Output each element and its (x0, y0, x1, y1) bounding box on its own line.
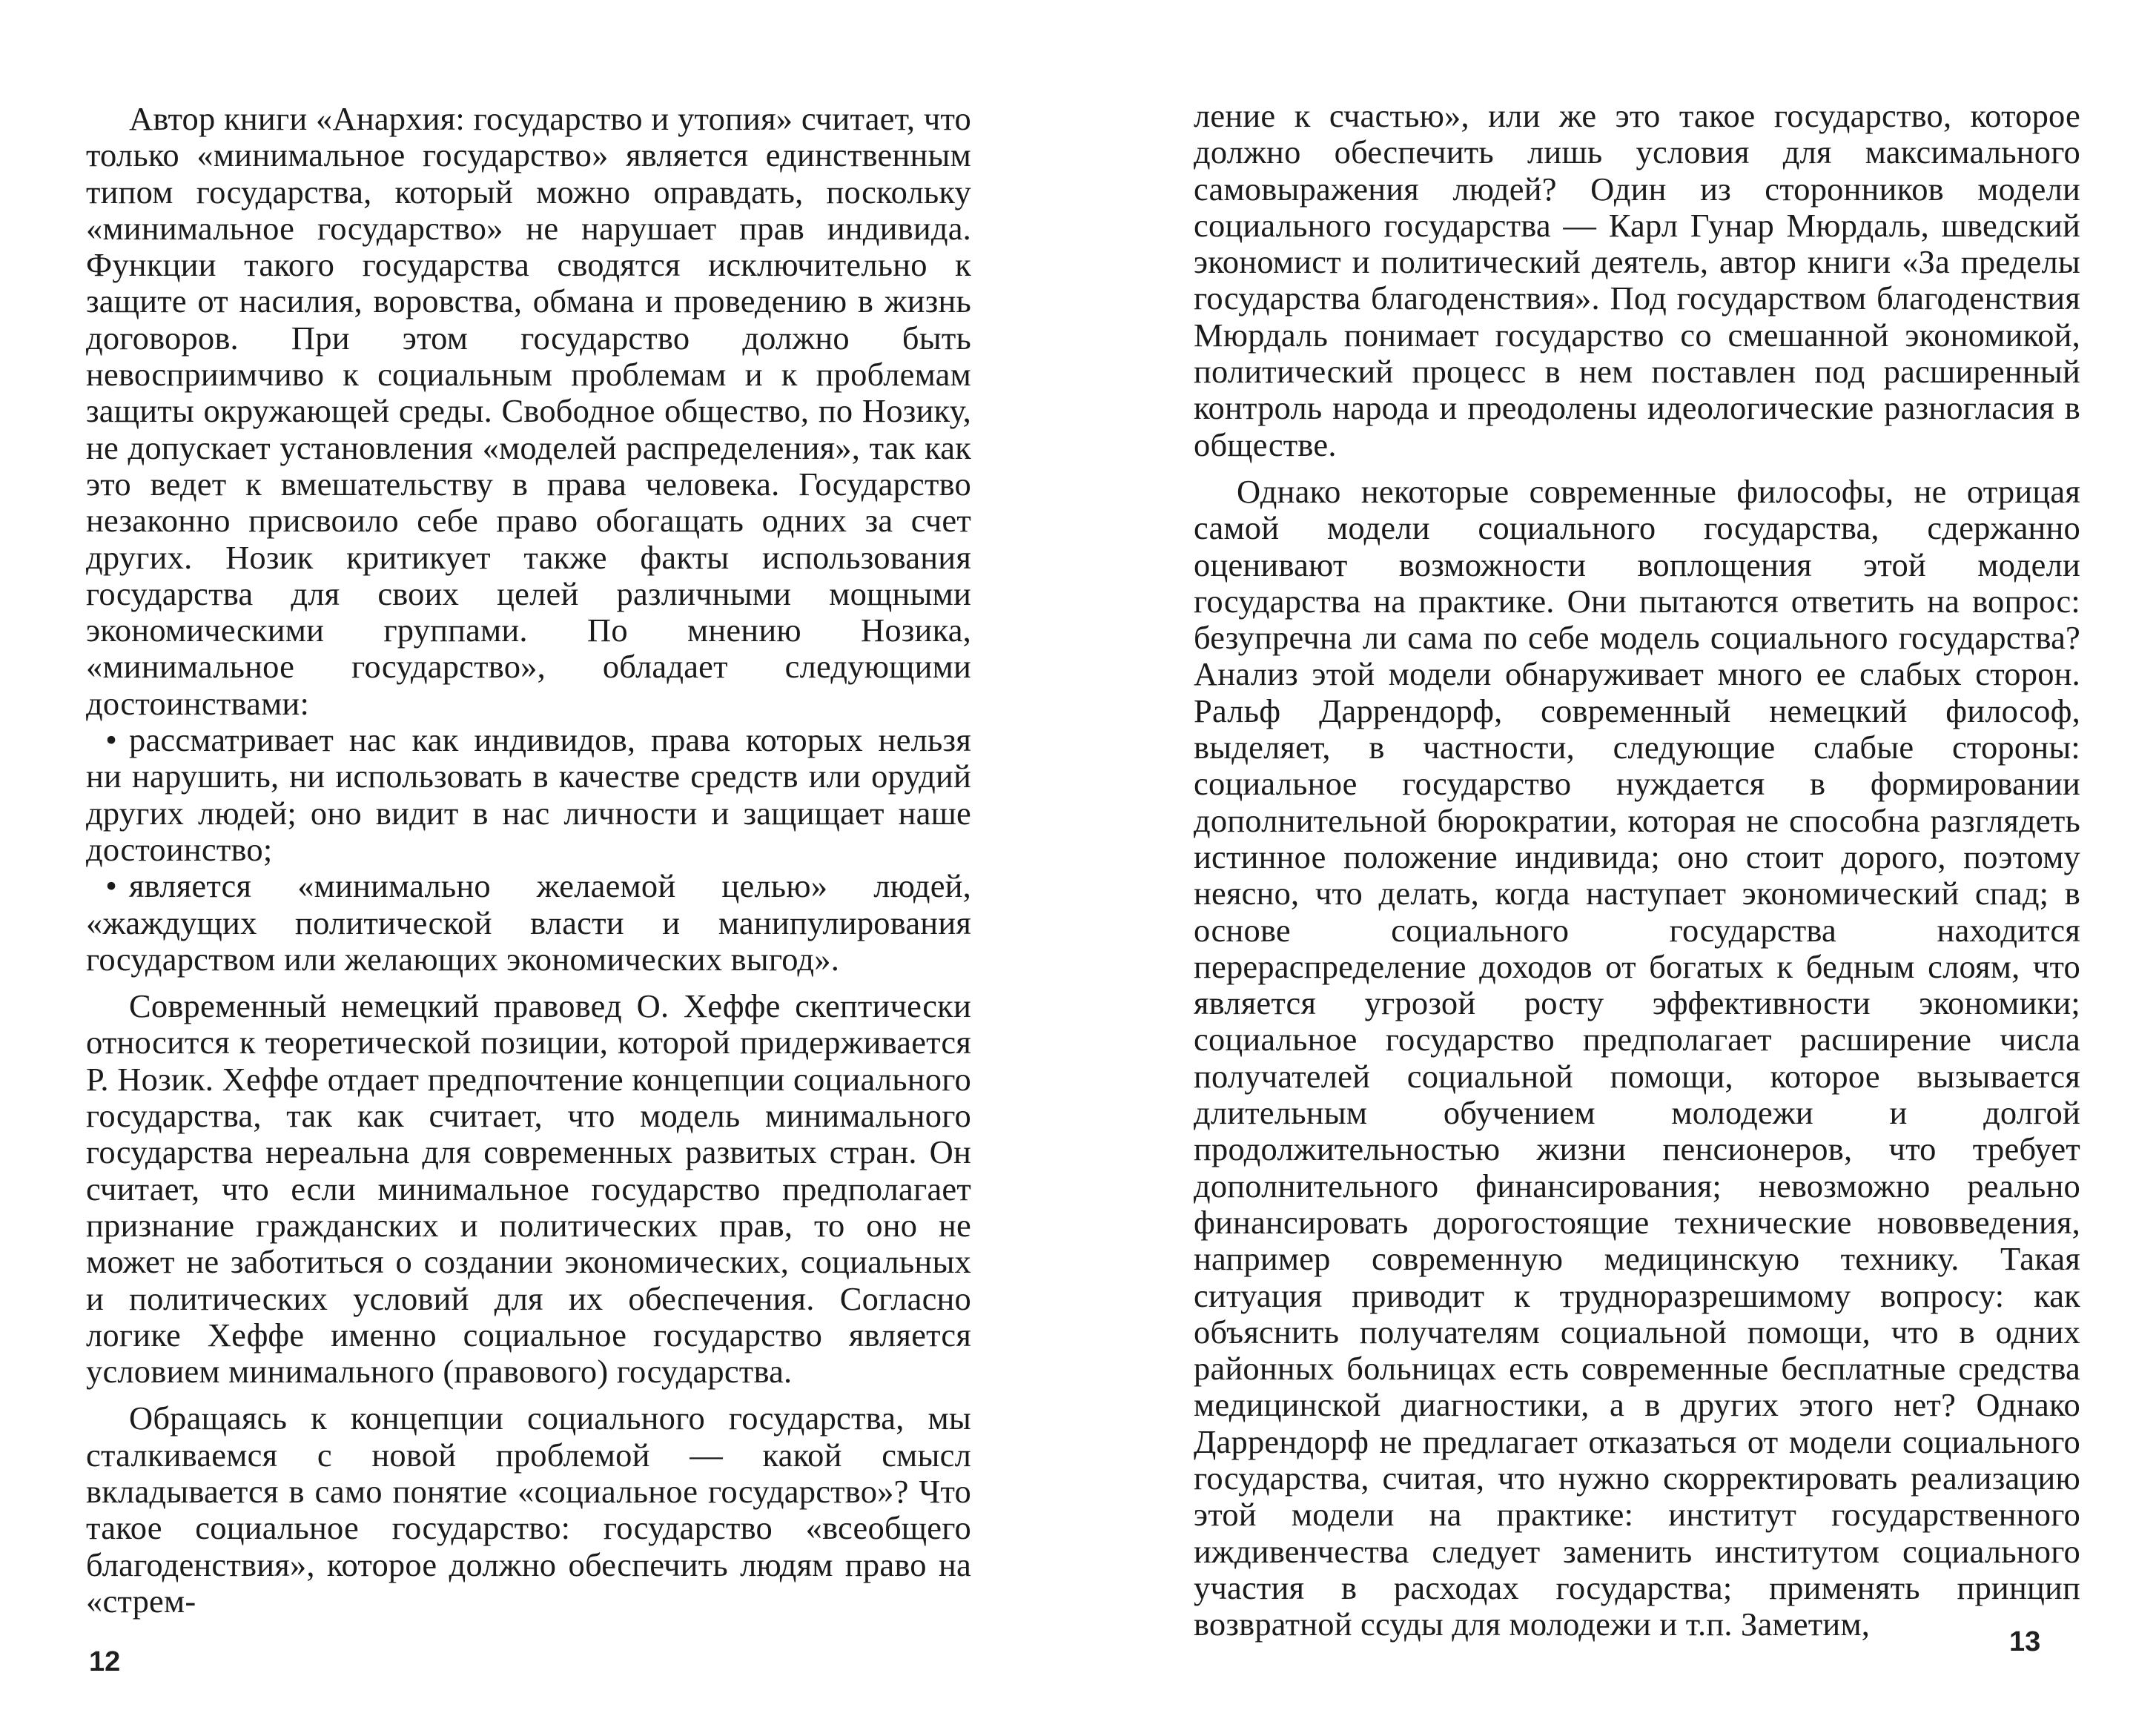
bullet-text-1: рассматривает нас как индивидов, права которых нельзя ни нарушить, ни использовать в качестве средств или орудий других людей; оно видит в нас личности и защищает наше достоинство; (86, 721, 971, 868)
paragraph-nozick-minimal-state: Автор книги «Анархия: государство и утопия» считает, что только «минимальное государство» является единственным типом государства, который можно оправдать, поскольку «минимальное государство» не нарушает прав индивида. Функции такого государства сводятся исключительно к защите от насилия, воровства, обмана и проведению в жизнь договоров. При этом государство должно быть невосприимчиво к социальным проблемам и к проблемам защиты окружающей среды. Свободное общество, по Нозику, не допускает установления «моделей распределения», так как это ведет к вмешательству в права человека. Государство незаконно присвоило себе право обогащать одних за счет других. Нозик критикует также факты использования государства для своих целей различными мощными экономическими группами. По мнению Нозика, «минимальное государство», обладает следующими достоинствами: (86, 100, 971, 722)
page-number-left: 12 (89, 1646, 121, 1677)
right-page-text (1194, 98, 2080, 1643)
paragraph-hoeffe: Современный немецкий правовед О. Хеффе скептически относится к теоретической позиции, которой придерживается Р. Нозик. Хеффе отдает предпочтение концепции социального государства, так как считает, что модель минимального государства нереальна для современных развитых стран. Он считает, что если минимальное государство предполагает признание гражданских и политических прав, то оно не может не заботиться о создании экономических, социальных и политических условий для их обеспечения. Согласно логике Хеффе именно социальное государство является условием минимального (правового) государства. (86, 987, 971, 1391)
bullet-text-2: является «минимально желаемой целью» людей, «жаждущих политической власти и манипулирования государством или желающих экономических выгод». (86, 867, 971, 978)
bullet-icon: • (105, 867, 117, 905)
paragraph-dahrendorf: Однако некоторые современные философы, не отрицая самой модели социального государства, сдержанно оценивают возможности воплощения этой модели государства на практике. Они пытаются ответить на вопрос: безупречна ли сама по себе модель социального государства? Анализ этой модели обнаруживает много ее слабых сторон. Ральф Даррендорф, современный немецкий философ, выделяет, в частности, следующие слабые стороны: социальное государство нуждается в формировании дополнительной бюрократии, которая не способна разглядеть истинное положение индивида; оно стоит дорого, поэтому неясно, что делать, когда наступает экономический спад; в основе социального государства находится перераспределение доходов от богатых к бедным слоям, что является угрозой росту эффективности экономики; социальное государство предполагает расширение числа получателей социальной помощи, которое вызывается длительным обучением молодежи и долгой продолжительностью жизни пенсионеров, что требует дополнительного финансирования; невозможно реально финансировать дорогостоящие технические нововведения, например современную медицинскую технику. Такая ситуация приводит к трудноразрешимому вопросу: как объяснить получателям социальной помощи, что в одних районных больницах есть современные бесплатные средства медицинской диагностики, а в других этого нет? Однако Даррендорф не предлагает отказаться от модели социального государства, считая, что нужно скорректировать реализацию этой модели на практике: институт государственного иждивенчества следует заменить институтом социального участия в расходах государства; применять принцип возвратной ссуды для молодежи и т.п. Заметим, (1194, 472, 2080, 1643)
page-number-right: 13 (2009, 1626, 2041, 1657)
right-page (1078, 0, 2156, 1733)
paragraph-myrdal-continuation: ление к счастью», или же это такое государство, которое должно обеспечить лишь условия для максимального самовыражения людей? Один из сторонников модели социального государства — Карл Гунар Мюрдаль, шведский экономист и политический деятель, автор книги «За пределы государства благоденствия». Под государством благоденствия Мюрдаль понимает государство со смешанной экономикой, политический процесс в нем поставлен под расширенный контроль народа и преодолены идеологические разногласия в обществе. (1194, 97, 2080, 463)
bullet-icon: • (105, 721, 117, 759)
bullet-item-1 (86, 722, 971, 868)
paragraph-social-state-concept: Обращаясь к концепции социального государства, мы сталкиваемся с новой проблемой — какой смысл вкладывается в само понятие «социальное государство»? Что такое социальное государство: государство «всеобщего благоденствия», которое должно обеспечить людям право на «стрем- (86, 1399, 971, 1620)
left-page-text (86, 101, 971, 1620)
bullet-item-2 (86, 868, 971, 978)
